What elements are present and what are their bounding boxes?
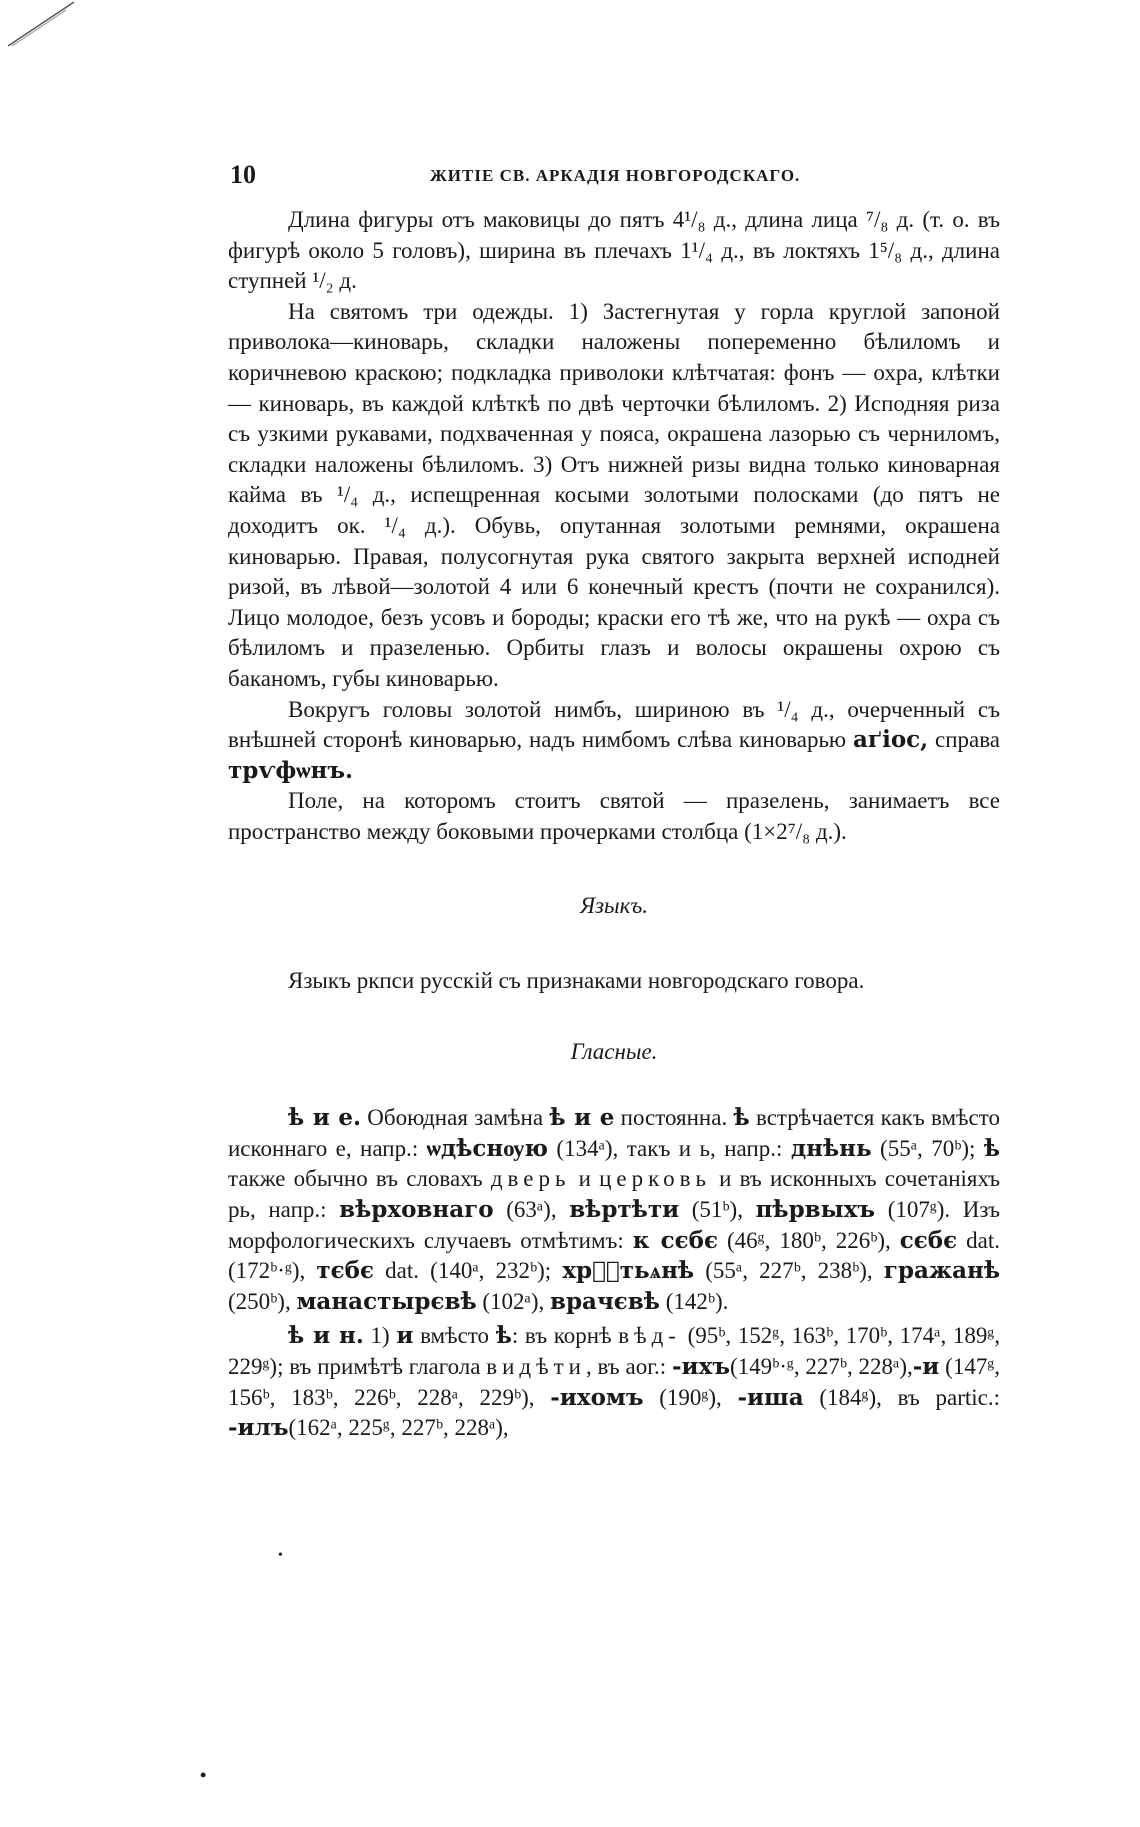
- text-run: (102ᵃ),: [476, 1288, 550, 1314]
- paragraph-nimbus: [228, 695, 1000, 787]
- slavonic-word: сєбє: [899, 1226, 958, 1254]
- slavonic-word: ѣ и е: [549, 1104, 615, 1132]
- text-run: (46ᵍ, 180ᵇ, 226ᵇ),: [718, 1227, 900, 1253]
- paragraph-yat-i: [228, 1321, 1000, 1443]
- slavonic-word: тєбє: [316, 1257, 375, 1285]
- text-run: (250ᵇ),: [228, 1288, 297, 1314]
- text-run: встрѣчается какъ вмѣсто исконнаго е, напр.:: [228, 1105, 1000, 1161]
- spaced-word: вѣд-: [618, 1323, 681, 1349]
- paragraph-yat-e: [228, 1103, 1000, 1317]
- text-run: (55ᵃ, 227ᵇ, 238ᵇ),: [694, 1258, 884, 1284]
- text-run: (51ᵇ),: [679, 1197, 756, 1223]
- text-run: и: [570, 1166, 600, 1192]
- scan-artifact-line: [6, 0, 76, 48]
- spaced-word: дверь: [490, 1166, 571, 1192]
- slavonic-word: врачєвѣ: [549, 1287, 660, 1315]
- page-number: 10: [230, 160, 256, 189]
- running-title: ЖИТІЕ СВ. АРКАДІЯ НОВГОРОДСКАГО.: [430, 166, 801, 185]
- text-run: , въ аог.:: [585, 1354, 672, 1379]
- slavonic-word: -иша: [737, 1383, 804, 1411]
- stray-mark: •: [200, 1765, 207, 1785]
- text-run: : въ корнѣ: [511, 1323, 619, 1349]
- text-run: (55ᵃ, 70ᵇ);: [871, 1135, 984, 1161]
- text-run: постоянна.: [614, 1105, 734, 1131]
- text-run: вмѣсто: [413, 1323, 496, 1349]
- paragraph-dimensions: Длина фигуры отъ маковицы до пятъ 4¹/₈ д., длина лица ⁷/₈ д. (т. о. въ фигурѣ около 5 головъ), ширина въ плечахъ 1¹/₄ д., въ локтяхъ 1⁵/₈ д., длина ступней ¹/₂ д.: [228, 207, 1000, 294]
- slavonic-word: днѣнь: [790, 1134, 872, 1162]
- text-run: dat. (172ᵇ·ᵍ),: [228, 1227, 1000, 1284]
- slavonic-word: вѣртѣти: [569, 1196, 680, 1224]
- text-run: (107ᵍ). Изъ морфологическихъ случаевъ отмѣтимъ:: [228, 1197, 1000, 1253]
- slavonic-word: ѣ: [983, 1134, 1000, 1162]
- section-heading: Языкъ.: [579, 893, 649, 919]
- stray-mark: •: [278, 1548, 283, 1563]
- text-run: (162ᵃ, 225ᵍ, 227ᵇ, 228ᵃ),: [288, 1415, 509, 1441]
- text-run: (184ᵍ), въ partic.:: [803, 1384, 1000, 1410]
- slavonic-word: ѡдѣснѹю: [426, 1134, 548, 1162]
- slavonic-word: -ихомъ: [550, 1383, 644, 1411]
- slavonic-word: -илъ: [228, 1414, 289, 1442]
- slavonic-word: аґіос,: [852, 726, 929, 754]
- text-run: (134ᵃ), такъ и ь, напр.:: [547, 1135, 791, 1161]
- slavonic-word: вѣрховнаго: [339, 1196, 494, 1224]
- paragraph-field: Поле, на которомъ стоитъ святой — празелень, занимаетъ все пространство между боковыми прочерками столбца (1×2⁷/₈ д.).: [228, 788, 1000, 844]
- section-intro: Языкъ ркпси русскій съ признаками новгородскаго говора.: [288, 968, 865, 994]
- text-run: и въ исконныхъ сочетаніяхъ рь, напр.:: [228, 1166, 1000, 1223]
- spaced-word: церковь: [599, 1166, 711, 1192]
- paragraph-garments: На святомъ три одежды. 1) Застегнутая у горла круглой запоной приволока—киноварь, складки наложены попеременно бѣлиломъ и коричневою краскою; подкладка приволоки клѣтчатая: фонъ — охра, клѣтки — киноварь, въ каждой клѣткѣ по двѣ черточки бѣлиломъ. 2) Исподняя риза съ узкими рукавами, подхваченная у пояса, окрашена лазорью съ черниломъ, складки наложены бѣлиломъ. 3) Отъ нижней ризы видна только киноварная кайма въ ¹/₄ д., испещренная косыми золотыми полосками (до пятъ не доходитъ ок. ¹/₄ д.). Обувь, опутанная золотыми ремнями, окрашена киноварью. Правая, полусогнутая рука святого закрыта верхней исподней ризой, въ лѣвой—золотой 4 или 6 конечный крестъ (почти не сохранился). Лицо молодое, безъ усовъ и бороды; краски его тѣ же, что на рукѣ — охра съ бѣлиломъ и празеленью. Орбиты глазъ и волосы окрашены охрою съ баканомъ, губы киноварью.: [228, 298, 1000, 691]
- text-run: (147ᵍ, 156ᵇ, 183ᵇ, 226ᵇ, 228ᵃ, 229ᵇ),: [228, 1354, 1000, 1410]
- text-run: также обычно въ словахъ: [228, 1166, 491, 1192]
- page-header: [230, 160, 850, 200]
- nimbus-text-b: справа: [935, 727, 1001, 753]
- slavonic-word: гражанѣ: [883, 1257, 1001, 1285]
- text-run: (95ᵇ, 152ᵍ, 163ᵇ, 170ᵇ, 174ᵃ, 189ᵍ, 229ᵍ); въ примѣтѣ глагола: [228, 1323, 1001, 1379]
- text-run: Обоюдная замѣна: [360, 1105, 550, 1131]
- slavonic-word: ѣ и е.: [288, 1104, 361, 1132]
- slavonic-word: к сєбє: [632, 1226, 719, 1254]
- subsection-heading: Гласные.: [570, 1038, 658, 1064]
- spaced-word: видѣти: [486, 1354, 586, 1379]
- slavonic-word: -ихъ: [672, 1353, 730, 1380]
- text-run: (63ᵃ),: [493, 1197, 570, 1223]
- slavonic-word: ѣ и н.: [288, 1322, 364, 1350]
- nimbus-text-a: Вокругъ головы золотой нимбъ, шириною въ ¹/₄ д., очерченный съ внѣшней сторонѣ киноварью, надъ нимбомъ слѣва киноварью: [228, 696, 1000, 753]
- slavonic-word: трѵфѡнъ.: [228, 756, 354, 784]
- text-run: (142ᵇ).: [659, 1288, 729, 1314]
- slavonic-word: ѣ: [733, 1104, 750, 1132]
- text-run: dat. (140ᵃ, 232ᵇ);: [374, 1258, 563, 1284]
- slavonic-word: -и: [912, 1353, 940, 1380]
- slavonic-word: ѣ: [495, 1322, 512, 1350]
- text-run: 1): [363, 1323, 397, 1349]
- slavonic-word: пѣрвыхъ: [755, 1196, 876, 1224]
- text-run: (190ᵍ),: [643, 1384, 738, 1410]
- main-text: [228, 205, 1000, 1444]
- slavonic-word: хрⷭ҇тьѧнѣ: [562, 1257, 695, 1285]
- slavonic-word: и: [396, 1322, 414, 1350]
- text-run: (149ᵇ·ᵍ, 227ᵇ, 228ᵃ),: [729, 1354, 913, 1379]
- slavonic-word: манастырєвѣ: [296, 1287, 477, 1315]
